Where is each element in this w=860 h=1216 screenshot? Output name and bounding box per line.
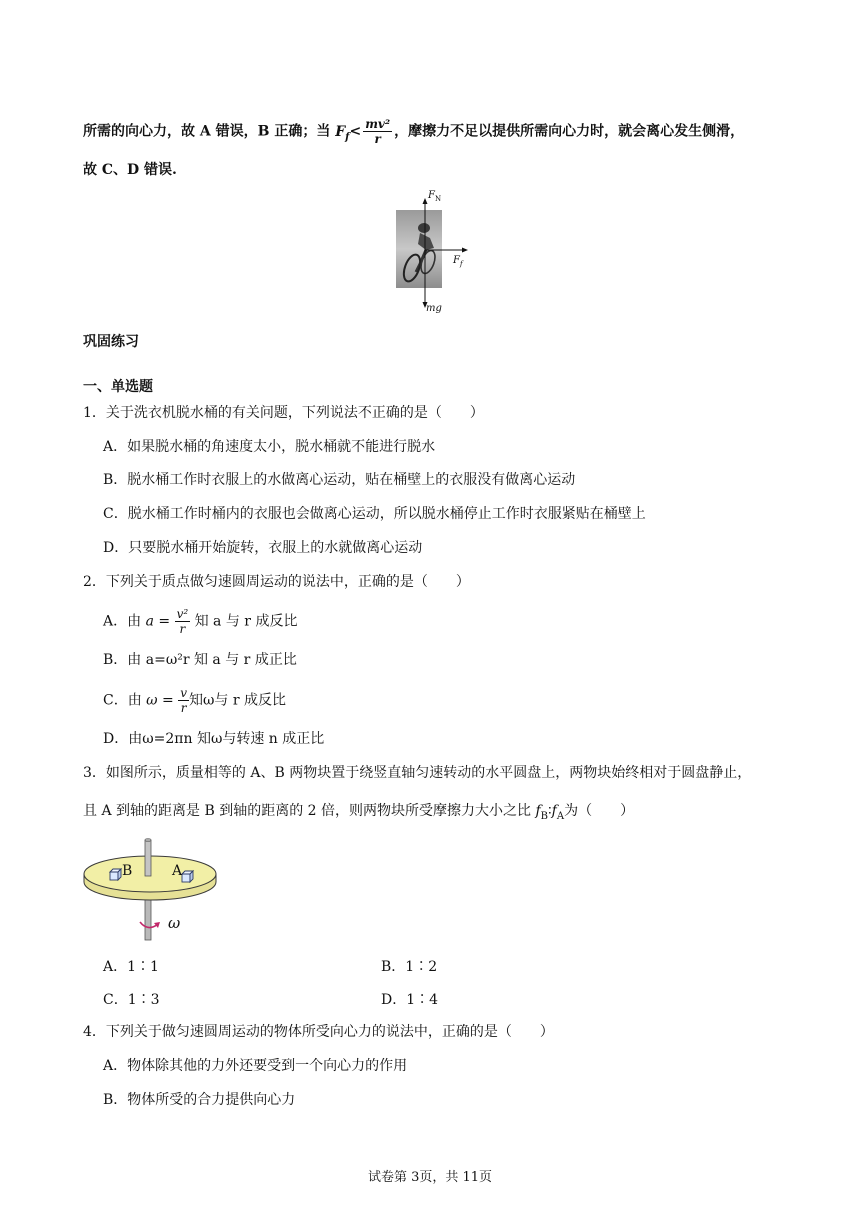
answer-line-2: 故 C、D 错误. xyxy=(83,162,177,178)
q2-option-a: A．由 a = $\frac{\text{v²}}{r}$ 知 a 与 r 成反比 xyxy=(103,607,298,636)
q3-stem-line-1: 3．如图所示，质量相等的 A、B 两物块置于绕竖直轴匀速转动的水平圆盘上，两物块始终相对于圆盘静止， xyxy=(83,765,752,781)
q3-stem-line-2: 且 A 到轴的距离是 B 到轴的距离的 2 倍，则两物块所受摩擦力大小之比 $f_B∶f_A$为（ ） xyxy=(83,803,635,822)
answer-text: 所需的向心力，故 A 错误，B 正确；当 xyxy=(83,123,336,140)
axle-upper xyxy=(145,840,151,876)
block-a xyxy=(182,871,193,882)
q4-option-a: A．物体除其他的力外还要受到一个向心力的作用 xyxy=(103,1058,408,1074)
fraction-v-r: $\frac{v}{r}$ xyxy=(180,686,188,715)
q4-stem: 4．下列关于做匀速圆周运动的物体所受向心力的说法中，正确的是（ ） xyxy=(83,1024,554,1040)
q3-option-c: C．1∶3 xyxy=(103,992,160,1008)
q3-option-d: D．1∶4 xyxy=(381,992,439,1008)
q2-option-d: D．由ω=2πn 知ω与转速 n 成正比 xyxy=(103,731,325,747)
q2-stem: 2．下列关于质点做匀速圆周运动的说法中，正确的是（ ） xyxy=(83,574,470,590)
ff-arrowhead xyxy=(462,248,468,253)
page-footer: 试卷第 3页，共 11页 xyxy=(367,1170,493,1185)
photo-background xyxy=(396,210,442,288)
fn-label: $F_N$ xyxy=(428,190,442,203)
label-a: A xyxy=(172,863,183,879)
q1-stem: 1．关于洗衣机脱水桶的有关问题，下列说法不正确的是（ ） xyxy=(83,405,484,421)
fn-arrowhead xyxy=(423,198,428,204)
section-title: 巩固练习 xyxy=(83,334,139,350)
q3-option-b: B．1∶2 xyxy=(381,959,438,975)
ff-label: $F_f$ xyxy=(453,255,463,268)
rotating-disk-figure xyxy=(80,836,220,944)
q4-option-b: B．物体所受的合力提供向心力 xyxy=(103,1092,296,1108)
q1-option-d: D．只要脱水桶开始旋转，衣服上的水就做离心运动 xyxy=(103,540,423,556)
q3-option-a: A．1∶1 xyxy=(103,959,159,975)
q1-option-b: B．脱水桶工作时衣服上的水做离心运动，贴在桶壁上的衣服没有做离心运动 xyxy=(103,472,576,488)
section-subtitle: 一、单选题 xyxy=(83,379,153,395)
answer-text: ，摩擦力不足以提供所需向心力时，就会离心发生侧滑， xyxy=(394,123,745,140)
force-diagram xyxy=(390,188,480,318)
fraction-v2-r: $\frac{\text{v²}}{r}$ xyxy=(176,607,189,636)
answer-line-1 xyxy=(83,118,744,147)
disk-svg xyxy=(80,836,220,944)
ff-symbol: $F_f$ xyxy=(335,123,350,143)
label-omega: ω xyxy=(168,914,181,932)
q2-option-b: B．由 a=ω²r 知 a 与 r 成正比 xyxy=(103,652,297,668)
cyclist-force-figure xyxy=(390,188,480,318)
mg-label: mg xyxy=(426,303,442,314)
block-b xyxy=(110,869,121,880)
rider-head xyxy=(418,223,430,233)
less-than: < xyxy=(349,123,362,140)
q1-option-c: C．脱水桶工作时桶内的衣服也会做离心运动，所以脱水桶停止工作时衣服紧贴在桶壁上 xyxy=(103,506,646,522)
q1-option-a: A．如果脱水桶的角速度太小，脱水桶就不能进行脱水 xyxy=(103,439,436,455)
q2-option-c: C．由 ω = $\frac{v}{r}$ 知ω与 r 成反比 xyxy=(103,686,287,715)
fraction-mv2-r: $\frac{\text{mv²}}{r}$ xyxy=(365,117,391,146)
label-b: B xyxy=(122,863,133,879)
